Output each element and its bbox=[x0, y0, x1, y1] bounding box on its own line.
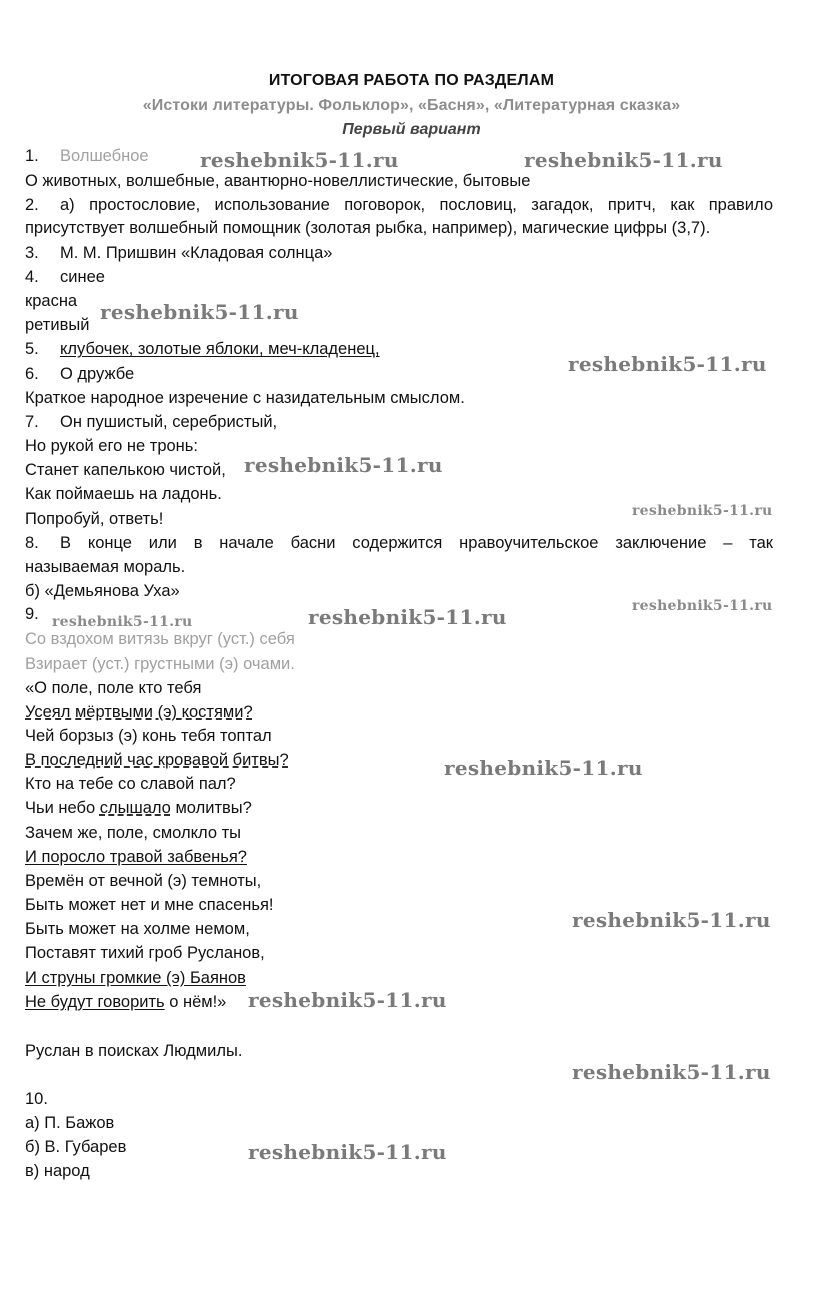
poem-line-underlined: Не будут говорить bbox=[25, 993, 165, 1011]
poem-line bbox=[25, 992, 226, 1012]
poem-line: Со вздохом витязь вкруг (уст.) себя bbox=[25, 630, 295, 648]
answer-3 bbox=[25, 243, 332, 263]
answer-number: 1. bbox=[25, 147, 39, 165]
poem-line: Времён от вечной (э) темноты, bbox=[25, 872, 262, 890]
answer-number: 8. bbox=[25, 534, 39, 552]
answer-6 bbox=[25, 364, 134, 384]
poem-line-text: И поросло травой забвенья? bbox=[25, 848, 247, 866]
answer-5 bbox=[25, 339, 380, 359]
answer-10c: в) народ bbox=[25, 1162, 90, 1180]
answer-2-cont: присутствует волшебный помощник (золотая рыбка, например), магические цифры (3,7). bbox=[25, 219, 711, 237]
watermark: reshebnik5-11.ru bbox=[248, 1140, 447, 1164]
answer-1-types: О животных, волшебные, авантюрно-новеллистические, бытовые bbox=[25, 172, 531, 190]
document-title: ИТОГОВАЯ РАБОТА ПО РАЗДЕЛАМ bbox=[268, 72, 555, 89]
answer-text: синее bbox=[60, 268, 105, 286]
answer-8b: б) «Демьянова Уха» bbox=[25, 582, 180, 600]
poem-line: «О поле, поле кто тебя bbox=[25, 679, 202, 697]
poem-line-text: молитвы? bbox=[170, 799, 252, 817]
riddle-line: Он пушистый, серебристый, bbox=[60, 413, 278, 431]
watermark: reshebnik5-11.ru bbox=[572, 908, 771, 932]
answer-7 bbox=[25, 412, 277, 432]
watermark: reshebnik5-11.ru bbox=[52, 614, 193, 630]
answer-text: клубочек, золотые яблоки, меч-кладенец, bbox=[60, 340, 380, 358]
poem-line bbox=[25, 798, 252, 818]
watermark: reshebnik5-11.ru bbox=[100, 300, 299, 324]
answer-text: О дружбе bbox=[60, 365, 135, 383]
answer-text: В конце или в начале басни содержится нравоучительское заключение – так bbox=[60, 534, 773, 552]
poem-line-underlined: слышало bbox=[99, 799, 171, 817]
poem-line bbox=[25, 702, 253, 722]
poem-line-text: И струны громкие (э) Баянов bbox=[25, 969, 246, 987]
answer-9-conclusion: Руслан в поисках Людмилы. bbox=[25, 1042, 243, 1060]
watermark: reshebnik5-11.ru bbox=[248, 988, 447, 1012]
document-subtitle: «Истоки литературы. Фольклор», «Басня», «Литературная сказка» bbox=[142, 97, 681, 114]
poem-line-text: Усеял мёртвыми (э) костями? bbox=[25, 703, 253, 721]
poem-line-text: о нём!» bbox=[164, 993, 227, 1011]
answer-1 bbox=[25, 146, 149, 166]
watermark: reshebnik5-11.ru bbox=[568, 352, 767, 376]
answer-4 bbox=[25, 267, 105, 287]
answer-8-cont: называемая мораль. bbox=[25, 558, 186, 576]
poem-line: Быть может нет и мне спасенья! bbox=[25, 896, 274, 914]
watermark: reshebnik5-11.ru bbox=[632, 503, 773, 519]
answer-text: а) простословие, использование поговорок, пословиц, загадок, притч, как правило bbox=[60, 196, 773, 214]
variant-label: Первый вариант bbox=[342, 121, 481, 138]
poem-line: Поставят тихий гроб Русланов, bbox=[25, 944, 265, 962]
answer-number: 6. bbox=[25, 365, 39, 383]
watermark: reshebnik5-11.ru bbox=[244, 453, 443, 477]
answer-10b: б) В. Губарев bbox=[25, 1138, 127, 1156]
poem-line bbox=[25, 750, 289, 770]
answer-6-definition: Краткое народное изречение с назидательным смыслом. bbox=[25, 389, 465, 407]
answer-4-word: красна bbox=[25, 292, 78, 310]
answer-8 bbox=[25, 533, 773, 553]
poem-line: Зачем же, поле, смолкло ты bbox=[25, 824, 242, 842]
poem-line-text: Чьи небо bbox=[25, 799, 100, 817]
answer-text: М. М. Пришвин «Кладовая солнца» bbox=[60, 244, 333, 262]
answer-number: 7. bbox=[25, 413, 39, 431]
watermark: reshebnik5-11.ru bbox=[200, 148, 399, 172]
riddle-line: Но рукой его не тронь: bbox=[25, 437, 198, 455]
watermark: reshebnik5-11.ru bbox=[444, 756, 643, 780]
poem-line: Взирает (уст.) грустными (э) очами. bbox=[25, 655, 295, 673]
poem-line: Чей борзыз (э) конь тебя топтал bbox=[25, 727, 272, 745]
poem-line bbox=[25, 847, 247, 867]
answer-text: Волшебное bbox=[60, 147, 149, 165]
poem-line-text: В последний час кровавой битвы? bbox=[25, 751, 289, 769]
riddle-line: Станет капелькою чистой, bbox=[25, 461, 226, 479]
answer-number: 2. bbox=[25, 196, 39, 214]
answer-10a: а) П. Бажов bbox=[25, 1114, 115, 1132]
answer-4-word: ретивый bbox=[25, 316, 90, 334]
watermark: reshebnik5-11.ru bbox=[632, 598, 773, 614]
watermark: reshebnik5-11.ru bbox=[572, 1060, 771, 1084]
poem-line bbox=[25, 968, 246, 988]
watermark: reshebnik5-11.ru bbox=[524, 148, 723, 172]
answer-2 bbox=[25, 195, 773, 215]
answer-number: 3. bbox=[25, 244, 39, 262]
answer-number: 4. bbox=[25, 268, 39, 286]
poem-line: Быть может на холме немом, bbox=[25, 920, 250, 938]
answer-10: 10. bbox=[25, 1090, 48, 1108]
answer-number: 5. bbox=[25, 340, 39, 358]
riddle-line: Как поймаешь на ладонь. bbox=[25, 485, 222, 503]
poem-line: Кто на тебе со славой пал? bbox=[25, 775, 236, 793]
watermark: reshebnik5-11.ru bbox=[308, 605, 507, 629]
riddle-line: Попробуй, ответь! bbox=[25, 510, 164, 528]
answer-9: 9. bbox=[25, 605, 39, 623]
